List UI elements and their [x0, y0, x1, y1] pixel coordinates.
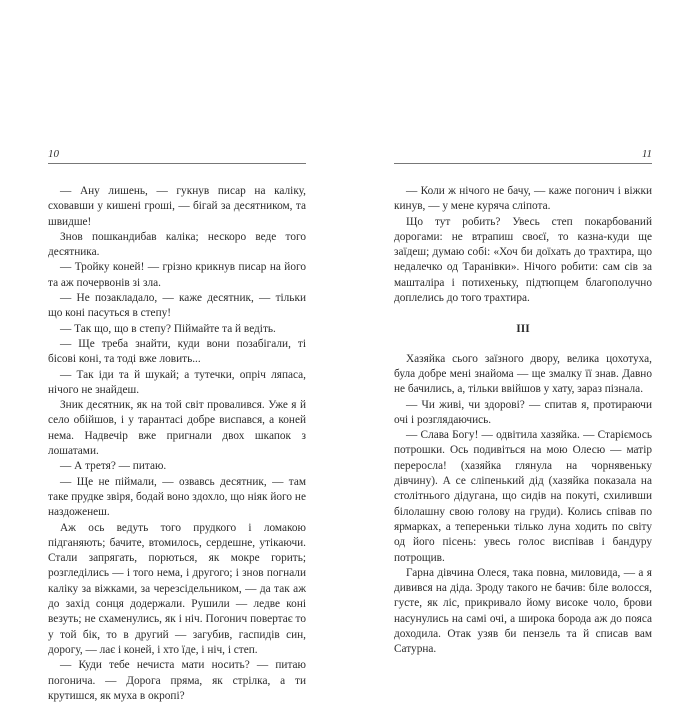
paragraph: — Чи живі, чи здорові? — спитав я, протираючи очі і розглядаючись.	[394, 398, 652, 426]
paragraph: — Ще не піймали, — озвавсь десятник, — там таке прудке звіря, бодай воно здохло, що ніяк його не наздоженеш.	[48, 475, 306, 519]
paragraph: — Коли ж нічого не бачу, — каже погонич і віжки кинув, — у мене куряча сліпота.	[394, 185, 652, 213]
header-rule	[394, 163, 652, 164]
page-body	[48, 184, 306, 704]
paragraph: Хазяйка сього заїзного двору, велика цохотуха, була добре мені знайома — ще змалку її знав. Давно не бачились, а, тільки ввійшов у хату, зараз пізнала.	[394, 352, 652, 396]
paragraph: Гарна дівчина Олеся, така повна, миловида, — а я дивився на діда. Зроду такого не бачив: біле волосся, густе, як ліс, прикривало йому високе чоло, брови насунулись на самі очі, а широка борода аж до пояса доходила. Отак узяв би пензель та й списав вам Сатурна.	[394, 566, 652, 656]
header-rule	[48, 163, 306, 164]
chapter-heading: III	[516, 323, 530, 336]
left-page	[48, 148, 306, 704]
paragraph: — Ще треба знайти, куди вони позабігали, ті бісові коні, та тоді вже ловить...	[48, 337, 306, 366]
paragraph: Знов пошкандибав каліка; нескоро веде того десятника.	[48, 230, 306, 259]
right-page	[394, 148, 652, 658]
paragraph: — Тройку коней! — грізно крикнув писар на його та аж почервонів зі зла.	[48, 261, 306, 289]
paragraph: Зник десятник, як на той світ провалився. Уже я й село обійшов, і у тарантасі добре виспався, а коней нема. Надвечір вже пригнали двох шкапок з лошатами.	[48, 399, 306, 458]
paragraph: — Не позакладало, — каже десятник, — тільки що коні пасуться в степу!	[48, 292, 306, 320]
paragraph: — А третя? — питаю.	[60, 460, 167, 473]
paragraph: — Ану лишень, — гукнув писар на каліку, сховавши у кишені гроші, — бігай за десятником, та швидше!	[48, 185, 306, 228]
paragraph: — Слава Богу! — одвітила хазяйка. — Старіємось потрошки. Ось подивіться на мою Олесю — матір переросла! (хазяйка глянула на чорнявеньку дівчину). А се сліпенький дід (хазяйка показала на столітнього дідугана, що сидів на покуті, схиливши білолашну свою голову на груди). Колись співав по ярмарках, а тепереньки тілько луна ходить по світу од його пісень: увесь голос виспівав і бандуру потрощив.	[394, 429, 652, 564]
page-number: 10	[48, 148, 59, 160]
paragraph: Що тут робить? Увесь степ покарбований дорогами: не втрапиш своєї, то казна-куди ще заїдеш; думаю собі: «Хоч би доїхать до трахтира, що недалечко од Таранівки». Нічого робити: сам сів за машталіра і потихеньку, підтюпцем благополучно доплелись до того трахтира.	[394, 215, 652, 305]
paragraph: Аж ось ведуть того прудкого і ломакою підганяють; бачите, втомилось, сердешне, утікаючи. Стали запрягать, порються, як мокре горить; розгледілись — і того нема, і другого; і знов погнали каліку за віжками, за черезсідельником, — да так аж до захід сонця додержали. Рушили — ледве коні везуть; не схаменулись, як і ніч. Погонич повертає то у той бік, то в другий — загубив, гаспидів син, дорогу, — лає і коней, і хто їде, і ніч, і степ.	[48, 521, 306, 656]
paragraph: — Так іди та й шукай; а тутечки, опріч ляпаса, нічого не знайдеш.	[48, 368, 306, 396]
page-number: 11	[641, 148, 652, 160]
paragraph: — Куди тебе нечиста мати носить? — питаю погонича. — Дорога пряма, як стрілка, а ти крутишся, як муха в окропі?	[48, 659, 306, 702]
page-body	[394, 184, 652, 658]
paragraph: — Так що, що в степу? Піймайте та й ведіть.	[60, 322, 276, 335]
